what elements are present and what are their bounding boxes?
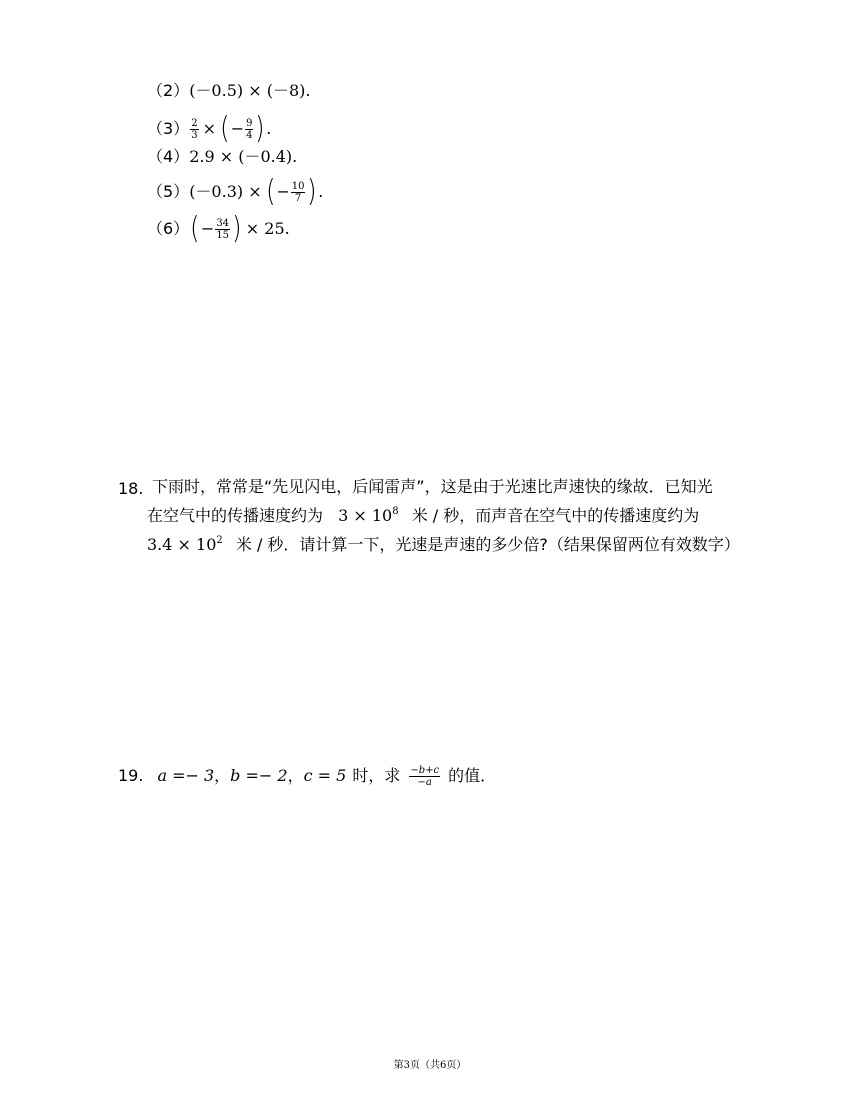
item-label: （2） (147, 81, 190, 100)
fraction-numerator: 34 (216, 217, 230, 229)
period: . (266, 119, 272, 138)
math-base: 3.4 × 10 (147, 535, 217, 554)
condition-a: a =− 3 (157, 766, 215, 785)
question-text: 时，求 (352, 766, 401, 785)
minus-sign: − (276, 182, 290, 201)
fraction-denominator: 4 (246, 129, 253, 141)
question-text: 米 / 秒．请计算一下，光速是声速的多少倍?（结果保留两位有效数字） (235, 535, 740, 554)
q18-line-2 (147, 501, 699, 530)
question-number: 18. (118, 479, 144, 498)
q18-line-1 (152, 472, 713, 501)
fraction-numerator: −b+c (410, 764, 440, 776)
fraction (291, 181, 306, 204)
math-base: 3 × 10 (338, 506, 393, 525)
item-label: （4） (147, 147, 190, 166)
separator: ， (214, 766, 231, 785)
expression: 2.9 × (－0.4). (189, 147, 298, 166)
left-paren: ( (220, 111, 230, 146)
question-text: 在空气中的传播速度约为 (147, 506, 324, 525)
right-paren: ) (255, 111, 266, 146)
fraction-denominator: 3 (191, 129, 198, 141)
q19 (118, 762, 496, 790)
separator: ， (287, 766, 304, 785)
question-number: 19. (118, 766, 144, 785)
item-label: （5） (147, 182, 190, 201)
condition-c: c = 5 (303, 766, 347, 785)
q17-item-2 (147, 81, 310, 101)
q17-item-4 (147, 147, 297, 167)
q17-item-3 (147, 111, 272, 146)
fraction-denominator: 7 (294, 192, 302, 204)
q18-line-3 (147, 530, 740, 559)
expression: (－0.3) × (189, 182, 262, 201)
fraction (190, 118, 198, 141)
minus-sign: − (200, 219, 215, 238)
right-paren: ) (307, 174, 318, 209)
question-text: 下雨时，常常是“先见闪电，后闻雷声”，这是由于光速比声速快的缘故．已知光 (152, 477, 713, 496)
exponent: 2 (216, 535, 223, 546)
math-expression (338, 506, 399, 525)
q17-item-6 (147, 211, 290, 246)
fraction (409, 765, 440, 788)
right-paren: ) (232, 211, 242, 246)
fraction-numerator: 9 (246, 117, 253, 129)
left-paren: ( (265, 174, 276, 209)
operator: × (202, 119, 216, 138)
fraction (245, 118, 253, 141)
fraction-denominator: −a (417, 776, 432, 788)
expression: (－0.5) × (－8). (189, 81, 311, 100)
left-paren: ( (190, 211, 200, 246)
minus-sign: − (230, 119, 245, 138)
exponent: 8 (392, 506, 399, 517)
q17-item-5 (147, 174, 324, 209)
question-text: 的值． (448, 766, 497, 785)
item-label: （6） (147, 219, 190, 238)
fraction (215, 218, 230, 241)
fraction-numerator: 10 (291, 180, 305, 192)
math-expression (147, 535, 223, 554)
item-label: （3） (147, 119, 190, 138)
page-footer: 第3页（共6页） (393, 1060, 467, 1071)
condition-b: b =− 2 (230, 766, 288, 785)
expression: × 25. (245, 219, 290, 238)
question-text: 米 / 秒，而声音在空气中的传播速度约为 (411, 506, 700, 525)
fraction-denominator: 15 (216, 229, 230, 241)
period: . (318, 182, 324, 201)
fraction-numerator: 2 (191, 117, 198, 129)
